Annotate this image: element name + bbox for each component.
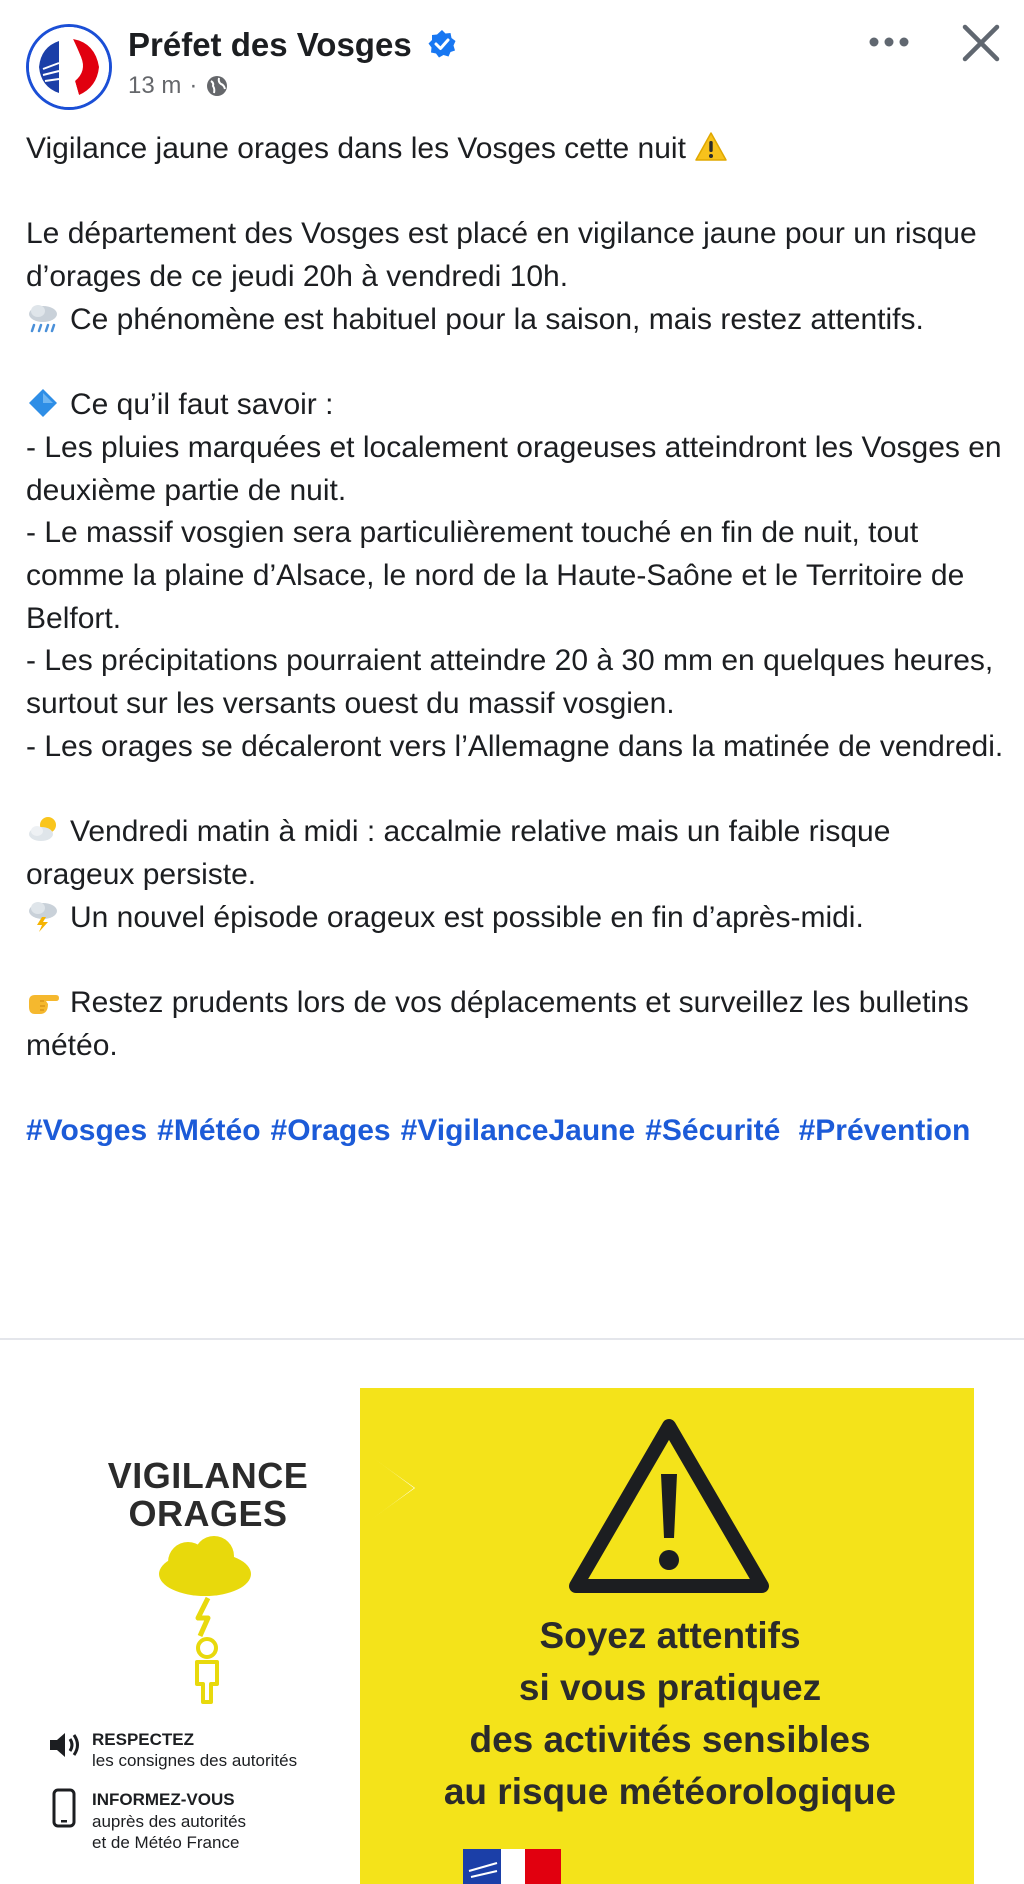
globe-icon — [205, 74, 229, 98]
rain-cloud-emoji — [26, 301, 60, 335]
post-title-line — [26, 128, 1006, 171]
post-header — [0, 0, 1024, 120]
blue-diamond-emoji — [26, 386, 60, 420]
page-name-row[interactable] — [128, 26, 457, 64]
pointing-hand-emoji — [26, 984, 60, 1018]
post-intro: Le département des Vosges est placé en vigilance jaune pour un risque d’orages de ce jeudi 20h à vendredi 10h. — [26, 217, 985, 294]
more-icon — [862, 22, 918, 62]
warning-emoji — [694, 130, 728, 164]
hashtag-link[interactable]: #Orages — [270, 1114, 391, 1148]
yellow-line4: au risque météorologique — [443, 1771, 897, 1812]
post-timestamp[interactable]: 13 m — [128, 72, 182, 99]
bullet-1: - Les pluies marquées et localement orageuses atteindront les Vosges en deuxième partie de nuit. — [26, 430, 1010, 507]
bullet-4: - Les orages se décaleront vers l’Allemagne dans la matinée de vendredi. — [26, 729, 1004, 763]
close-icon — [956, 18, 1006, 68]
know-heading-line — [26, 384, 1006, 427]
meta-separator: · — [189, 72, 198, 99]
new-episode-line — [26, 897, 1006, 940]
yellow-panel-notch — [360, 1388, 420, 1588]
more-options-button[interactable] — [862, 22, 918, 62]
advice-line — [26, 982, 1006, 1067]
inform-title: INFORMEZ-VOUS — [92, 1790, 235, 1809]
hashtag-link[interactable]: #Météo — [157, 1114, 261, 1148]
yellow-line1: Soyez attentifs — [539, 1615, 801, 1656]
bullet-2: - Le massif vosgien sera particulièrement touché en fin de nuit, tout comme la plaine d’Alsace, le nord de la Haute-Saône et le Territoire de Belfort. — [26, 516, 973, 635]
post-image[interactable] — [0, 1340, 1024, 1884]
hashtag-link[interactable]: #Vosges — [26, 1114, 148, 1148]
image-title-line2: ORAGES — [128, 1493, 288, 1534]
marianne-logo-icon — [29, 27, 109, 107]
republic-logo-icon — [463, 1849, 561, 1884]
bullet-3: - Les précipitations pourraient atteindre 20 à 30 mm en quelques heures, surtout sur les versants ouest du massif vosgien. — [26, 644, 1002, 721]
page-name[interactable]: Préfet des Vosges — [128, 26, 412, 63]
inform-line2: auprès des autorités — [92, 1812, 247, 1831]
post-title: Vigilance jaune orages dans les Vosges cette nuit — [26, 132, 686, 165]
yellow-panel-text — [380, 1610, 960, 1818]
sun-cloud-emoji — [26, 813, 60, 847]
hashtag-list — [26, 1110, 1006, 1153]
hashtag-link[interactable]: #VigilanceJaune — [400, 1114, 636, 1148]
inform-line3: et de Météo France — [92, 1833, 240, 1852]
speaker-icon — [48, 1730, 84, 1760]
post-habit-line — [26, 299, 1006, 342]
post-meta — [128, 72, 229, 100]
friday-text: Vendredi matin à midi : accalmie relative mais un faible risque orageux persiste. — [26, 815, 899, 891]
page-avatar[interactable] — [26, 24, 112, 110]
advice-text: Restez prudents lors de vos déplacements et surveillez les bulletins météo. — [26, 986, 978, 1062]
image-title-line1: VIGILANCE — [107, 1455, 309, 1496]
post-habit: Ce phénomène est habituel pour la saison, mais restez attentifs. — [70, 302, 924, 336]
storm-person-icon — [150, 1536, 260, 1706]
phone-icon — [52, 1788, 76, 1828]
image-title — [96, 1457, 320, 1533]
yellow-line2: si vous pratiquez — [518, 1667, 822, 1708]
hashtag-link[interactable]: #Sécurité — [645, 1114, 781, 1148]
close-button[interactable] — [956, 18, 1006, 68]
friday-line — [26, 811, 1006, 896]
post-body — [26, 128, 1010, 1153]
verified-badge-icon — [427, 29, 457, 59]
hashtag-link[interactable]: #Prévention — [798, 1114, 971, 1148]
respect-text: les consignes des autorités — [92, 1751, 298, 1770]
warning-triangle-icon — [566, 1416, 772, 1596]
yellow-line3: des activités sensibles — [469, 1719, 871, 1760]
new-episode-text: Un nouvel épisode orageux est possible en fin d’après-midi. — [70, 900, 864, 934]
thunder-cloud-emoji — [26, 899, 60, 933]
know-heading: Ce qu’il faut savoir : — [70, 388, 334, 422]
respect-title: RESPECTEZ — [92, 1730, 195, 1749]
